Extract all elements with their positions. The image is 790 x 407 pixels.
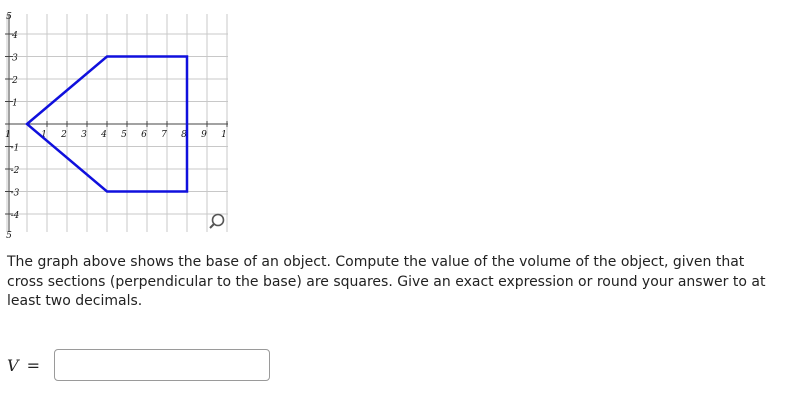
x-tick-label: 7 <box>161 130 167 140</box>
answer-equals-sign: = <box>26 355 40 375</box>
magnifier-icon[interactable] <box>210 215 224 229</box>
y-tick-label: 2 <box>12 76 18 86</box>
y-tick-label: -3 <box>10 188 20 199</box>
y-tick-label: 4 <box>12 31 18 41</box>
x-tick-label: 5 <box>121 130 127 140</box>
answer-row <box>7 349 40 381</box>
x-tick-label: 4 <box>101 130 107 140</box>
x-tick-label: 1 <box>41 130 47 140</box>
question-text: The graph above shows the base of an object. Compute the value of the volume of the object, given that cross sections (perpendicular to the base) are squares. Give an exact expression or round your answer to at least two decimals. <box>7 254 766 309</box>
x-tick-label: 9 <box>201 130 207 140</box>
y-tick-label: 1 <box>12 98 18 109</box>
x-tick-label: 3 <box>81 130 87 140</box>
y-tick-label: -4 <box>10 211 20 221</box>
graph <box>0 0 240 240</box>
y-tick-label: -2 <box>10 166 20 176</box>
y-tick-label: 3 <box>12 53 18 64</box>
graph-canvas <box>0 0 240 240</box>
x-tick-label: 6 <box>141 130 147 140</box>
y-tick-label: -1 <box>10 143 20 154</box>
x-tick-label: 2 <box>61 130 67 140</box>
y-tick-label-partial: 5 <box>6 12 12 22</box>
x-tick-label: 8 <box>181 130 187 140</box>
answer-variable: V <box>7 355 19 375</box>
x-origin-label: 1 <box>5 130 11 140</box>
answer-input[interactable] <box>54 349 270 381</box>
x-tick-label: 1 <box>221 130 227 140</box>
y-tick-label-partial: 5 <box>6 231 12 240</box>
